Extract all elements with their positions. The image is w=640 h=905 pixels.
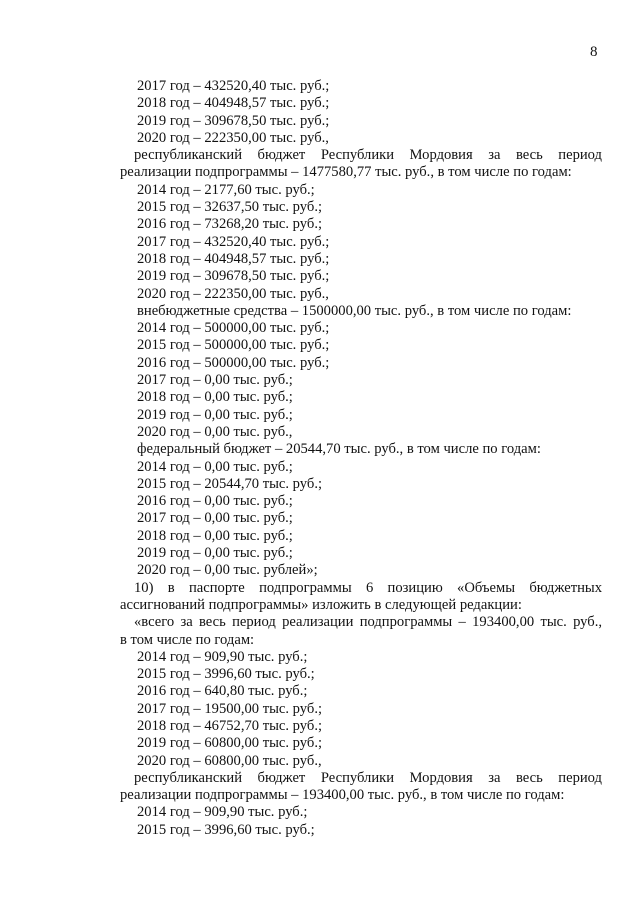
- budget-line: 2016 год – 500000,00 тыс. руб.;: [137, 354, 330, 371]
- paragraph-first-line: республиканский бюджет Республики Мордовия за весь период: [134, 147, 602, 164]
- budget-line: 2015 год – 3996,60 тыс. руб.;: [137, 666, 315, 683]
- budget-line: 2015 год – 3996,60 тыс. руб.;: [137, 821, 315, 838]
- budget-line: 2018 год – 0,00 тыс. руб.;: [137, 527, 293, 544]
- budget-line: 2018 год – 0,00 тыс. руб.;: [137, 389, 293, 406]
- budget-line: 2020 год – 60800,00 тыс. руб.,: [137, 752, 322, 769]
- budget-line: 2015 год – 32637,50 тыс. руб.;: [137, 199, 323, 216]
- budget-line: 2017 год – 432520,40 тыс. руб.;: [137, 233, 330, 250]
- budget-line: 2016 год – 73268,20 тыс. руб.;: [137, 216, 323, 233]
- budget-line: 2018 год – 404948,57 тыс. руб.;: [137, 95, 330, 112]
- paragraph-first-line: 10) в паспорте подпрограммы 6 позицию «Объемы бюджетных: [134, 579, 602, 596]
- budget-line: 2018 год – 404948,57 тыс. руб.;: [137, 250, 330, 267]
- budget-line: 2016 год – 0,00 тыс. руб.;: [137, 493, 293, 510]
- paragraph-continuation: ассигнований подпрограммы» изложить в следующей редакции:: [120, 596, 522, 613]
- paragraph-first-line: республиканский бюджет Республики Мордовия за весь период: [134, 769, 602, 786]
- budget-line: 2020 год – 0,00 тыс. руб.,: [137, 423, 293, 440]
- budget-line: 2016 год – 640,80 тыс. руб.;: [137, 683, 308, 700]
- budget-line: 2014 год – 500000,00 тыс. руб.;: [137, 320, 330, 337]
- budget-line: 2018 год – 46752,70 тыс. руб.;: [137, 717, 323, 734]
- budget-line: 2017 год – 19500,00 тыс. руб.;: [137, 700, 323, 717]
- budget-line: 2014 год – 2177,60 тыс. руб.;: [137, 181, 315, 198]
- paragraph-continuation: реализации подпрограммы – 1477580,77 тыс. руб., в том числе по годам:: [120, 164, 572, 181]
- budget-line: 2020 год – 222350,00 тыс. руб.,: [137, 129, 329, 146]
- budget-line: 2019 год – 60800,00 тыс. руб.;: [137, 735, 323, 752]
- budget-line: 2020 год – 0,00 тыс. рублей»;: [137, 562, 318, 579]
- budget-line: 2015 год – 500000,00 тыс. руб.;: [137, 337, 330, 354]
- budget-line: федеральный бюджет – 20544,70 тыс. руб., в том числе по годам:: [137, 441, 541, 458]
- paragraph-first-line: «всего за весь период реализации подпрограммы – 193400,00 тыс. руб.,: [134, 614, 602, 631]
- budget-line: 2015 год – 20544,70 тыс. руб.;: [137, 475, 323, 492]
- budget-line: внебюджетные средства – 1500000,00 тыс. руб., в том числе по годам:: [137, 302, 572, 319]
- paragraph-continuation: реализации подпрограммы – 193400,00 тыс. руб., в том числе по годам:: [120, 787, 565, 804]
- document-body: [120, 78, 602, 839]
- budget-line: 2017 год – 0,00 тыс. руб.;: [137, 510, 293, 527]
- budget-line: 2017 год – 432520,40 тыс. руб.;: [137, 78, 330, 94]
- budget-line: 2020 год – 222350,00 тыс. руб.,: [137, 285, 329, 302]
- budget-line: 2019 год – 309678,50 тыс. руб.;: [137, 268, 330, 285]
- budget-line: 2019 год – 309678,50 тыс. руб.;: [137, 112, 330, 129]
- page-number: 8: [590, 44, 598, 60]
- budget-line: 2014 год – 0,00 тыс. руб.;: [137, 458, 293, 475]
- budget-line: 2017 год – 0,00 тыс. руб.;: [137, 372, 293, 389]
- paragraph-continuation: в том числе по годам:: [120, 631, 255, 648]
- budget-line: 2019 год – 0,00 тыс. руб.;: [137, 406, 293, 423]
- budget-line: 2019 год – 0,00 тыс. руб.;: [137, 545, 293, 562]
- budget-line: 2014 год – 909,90 тыс. руб.;: [137, 804, 308, 821]
- budget-line: 2014 год – 909,90 тыс. руб.;: [137, 648, 308, 665]
